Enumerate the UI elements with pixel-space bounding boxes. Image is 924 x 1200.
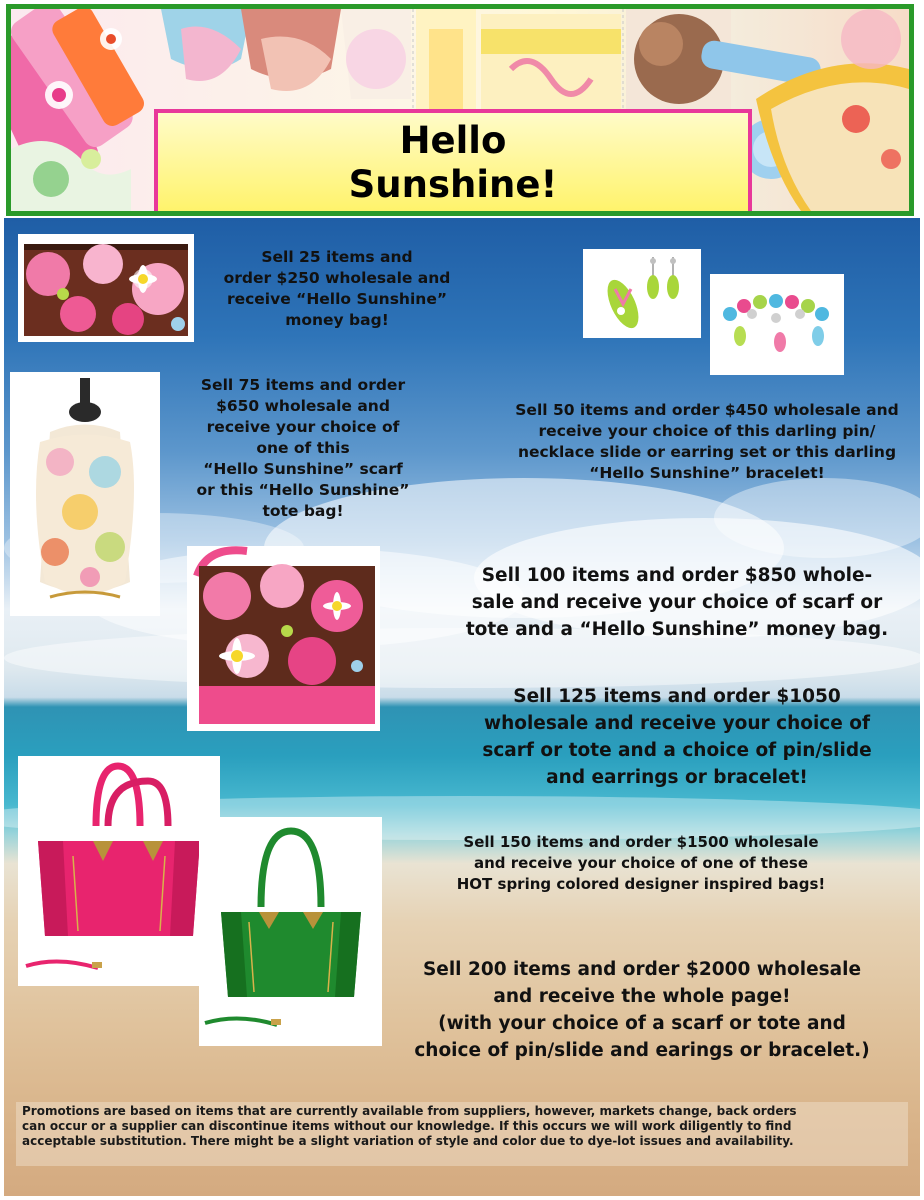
page-title: Hello Sunshine! xyxy=(348,119,558,206)
floral-tote-bag-image xyxy=(187,546,380,731)
disclaimer-text: Promotions are based on items that are currently available from suppliers, however, markets change, back orders can occur or a supplier can discontinue items without our knowledge. If this occurs we will work diligently to find acceptable substitution. There might be a slight variation of style and color due to dye-lot issues and availability. xyxy=(22,1104,797,1148)
promo-50-items: Sell 50 items and order $450 wholesale and receive your choice of this darling pin/ necklace slide or earring set or this darling “Hello Sunshine” bracelet! xyxy=(515,401,899,482)
promo-125-items: Sell 125 items and order $1050 wholesale and receive your choice of scarf or tote and a choice of pin/slide and earrings or bracelet! xyxy=(482,686,872,788)
green-designer-handbag-image xyxy=(199,817,382,1046)
bracelet-photo xyxy=(710,274,844,375)
floral-money-bag-image xyxy=(18,234,194,342)
promo-150-items: Sell 150 items and order $1500 wholesale and receive your choice of one of these HOT spring colored designer inspired bags! xyxy=(456,833,826,893)
title-box xyxy=(154,109,752,216)
pink-bag-photo xyxy=(18,756,220,986)
promo-25-items: Sell 25 items and order $250 wholesale and receive “Hello Sunshine” money bag! xyxy=(223,248,451,329)
floral-scarf-on-mannequin-image xyxy=(10,372,160,616)
promo-75-items: Sell 75 items and order $650 wholesale and receive your choice of one of this “Hello Sunshine” scarf or this “Hello Sunshine” tote bag! xyxy=(196,376,410,520)
flip-flop-pin-photo xyxy=(583,249,701,338)
money-bag-photo xyxy=(18,234,194,342)
header-banner xyxy=(6,4,914,216)
beaded-bracelet-image xyxy=(710,274,844,375)
disclaimer-box xyxy=(16,1102,908,1166)
promo-200-items: Sell 200 items and order $2000 wholesale and receive the whole page! (with your choice of a scarf or tote and choice of pin/slide and earings or bracelet.) xyxy=(414,959,870,1061)
scarf-photo xyxy=(10,372,160,616)
flip-flop-pin-earrings-image xyxy=(583,249,701,338)
green-bag-photo xyxy=(199,817,382,1046)
pink-designer-handbag-image xyxy=(18,756,220,986)
tote-photo xyxy=(187,546,380,731)
promo-100-items: Sell 100 items and order $850 whole- sale and receive your choice of scarf or tote and a “Hello Sunshine” money bag. xyxy=(465,565,889,640)
